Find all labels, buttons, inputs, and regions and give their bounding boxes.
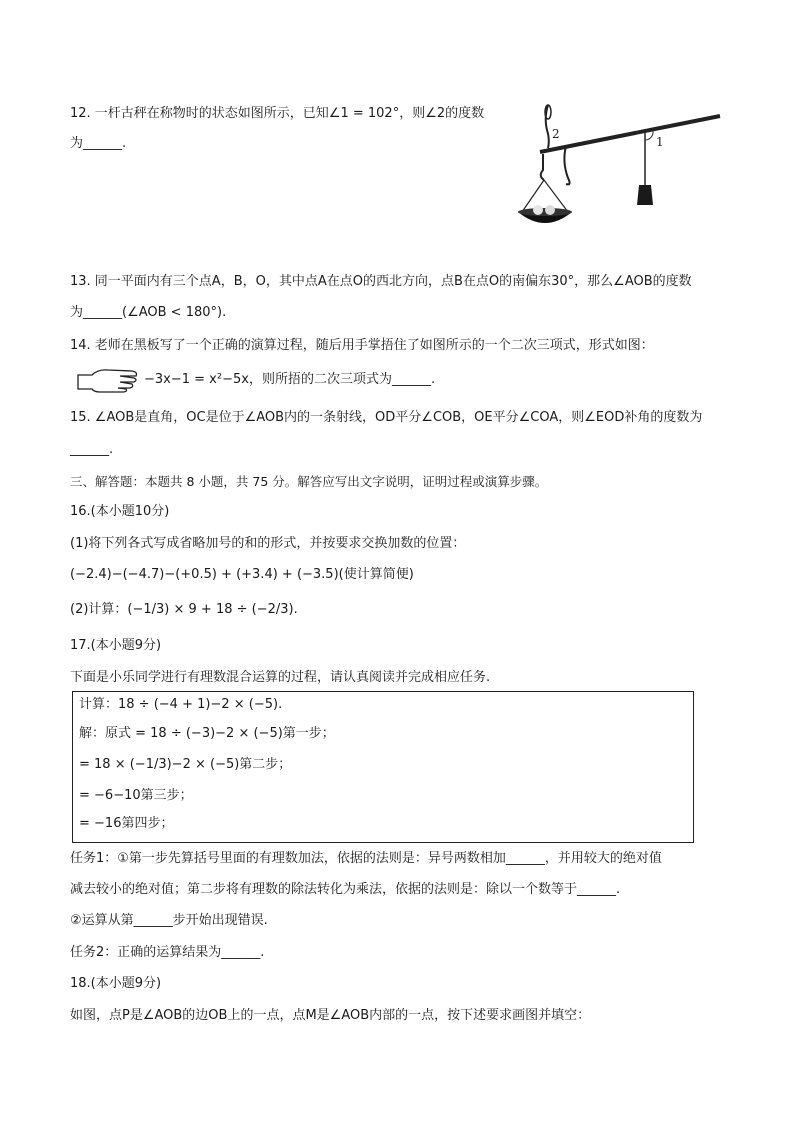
q17-task1-b: 减去较小的绝对值；第二步将有理数的除法转化为乘法，依据的法则是：除以一个数等于______. <box>70 882 621 897</box>
q14-line1: 14. 老师在黑板写了一个正确的演算过程，随后用手掌捂住了如图所示的一个二次三项式，形式如图： <box>70 338 654 353</box>
q15-line2: ______. <box>70 442 114 457</box>
angle1-label: 1 <box>656 135 664 149</box>
q18-line1: 如图，点P是∠AOB的边OB上的一点，点M是∠AOB内部的一点，按下述要求画图并填空： <box>70 1008 591 1023</box>
q17-task1-a: 任务1：①第一步先算括号里面的有理数加法，依据的法则是：异号两数相加______，并用较大的绝对值 <box>70 851 662 866</box>
q17-calc-box <box>72 691 694 843</box>
q12-line1: 12. 一杆古秤在称物时的状态如图所示，已知∠1 = 102°，则∠2的度数 <box>70 106 485 121</box>
q16-expr1: (−2.4)−(−4.7)−(+0.5) + (+3.4) + (−3.5)(使计算简便) <box>70 567 414 582</box>
q17-intro: 下面是小乐同学进行有理数混合运算的过程，请认真阅读并完成相应任务. <box>70 670 491 685</box>
q17-box-line: 解：原式 = 18 ÷ (−3)−2 × (−5)第一步； <box>79 726 335 741</box>
angle2-label: 2 <box>552 127 560 141</box>
q17-task2: 任务2：正确的运算结果为______. <box>70 945 265 960</box>
q17-box-line: = −16第四步； <box>79 816 174 831</box>
q16-header: 16.(本小题10分) <box>70 504 170 519</box>
q12-line2: 为______. <box>70 136 127 151</box>
q18-header: 18.(本小题9分) <box>70 976 162 991</box>
q13-line1: 13. 同一平面内有三个点A，B，O，其中点A在点O的西北方向，点B在点O的南偏东30°，那么∠AOB的度数 <box>70 274 692 289</box>
q17-box-line: 计算：18 ÷ (−4 + 1)−2 × (−5). <box>79 697 283 712</box>
q17-box-line: = −6−10第三步； <box>79 788 193 803</box>
q14-line2: −3x−1 = x²−5x，则所捂的二次三项式为______. <box>144 372 436 387</box>
section3-heading: 三、解答题：本题共 8 小题，共 75 分。解答应写出文字说明，证明过程或演算步骤。 <box>70 474 548 489</box>
q17-header: 17.(本小题9分) <box>70 638 162 653</box>
hand-icon <box>76 365 142 393</box>
q13-line2: 为______(∠AOB < 180°). <box>70 305 227 320</box>
q16-part2: (2)计算：(−1/3) × 9 + 18 ÷ (−2/3). <box>70 602 298 617</box>
q15-line1: 15. ∠AOB是直角，OC是位于∠AOB内的一条射线，OD平分∠COB，OE平分∠COA，则∠EOD补角的度数为 <box>70 410 703 425</box>
q17-task1-c: ②运算从第______步开始出现错误. <box>70 913 268 928</box>
steelyard-figure <box>510 100 725 235</box>
q16-part1: (1)将下列各式写成省略加号的和的形式，并按要求交换加数的位置： <box>70 536 466 551</box>
q17-box-line: = 18 × (−1/3)−2 × (−5)第二步； <box>79 757 292 772</box>
